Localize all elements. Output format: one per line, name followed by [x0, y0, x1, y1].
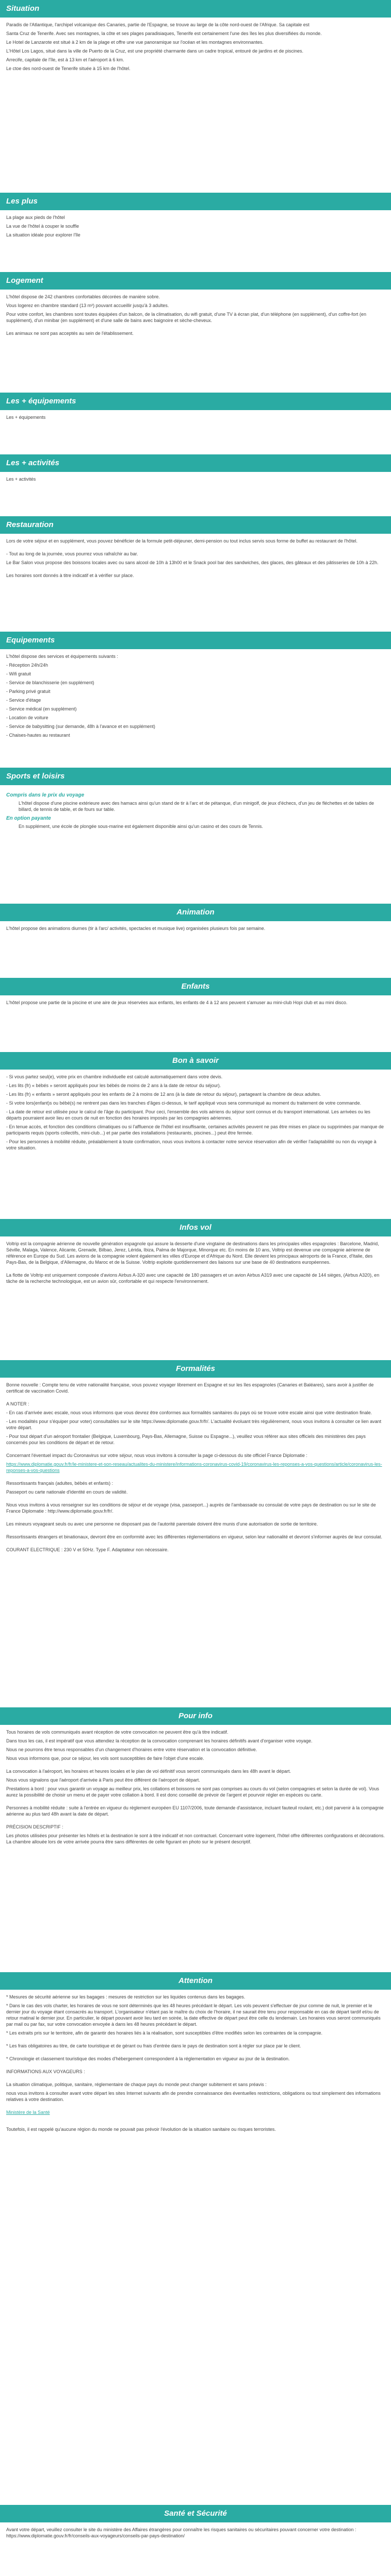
text-line: L'hôtel propose une partie de la piscine et une aire de jeux réservées aux enfants, les enfants de 4 à 12 ans peuvent s'amuser au mini-club Hopi club et au mini disco. [6, 1000, 348, 1005]
text-line: Avant votre départ, veuillez consulter le site du ministère des Affaires étrangères pour connaître les risques sanitaires ou sécuritaires pouvant concerner votre destination : https://www.diplomatie.gouv.fr/fr/conseils-aux-voyageurs/conseils-par-pays-destination/ [6, 2527, 356, 2538]
text-line: * Chronologie et classement touristique des modes d'hébergement correspondent à la réglementation en vigueur au jour de la destination. [6, 2056, 290, 2061]
text-line: - Service d'étage [6, 698, 41, 703]
text-line: - Service de blanchisserie (en supplément) [6, 680, 94, 685]
text-line: La situation idéale pour explorer l'île [6, 232, 80, 238]
text-line: - Réception 24h/24h [6, 663, 48, 668]
text-line: Vous logerez en chambre standard (13 m²) pouvant accueillir jusqu'à 3 adultes. [6, 303, 169, 308]
text-line: Dans tous les cas, il est impératif que vous attendiez la réception de la convocation comprenant les horaires définitifs avant d'organiser votre voyage. [6, 1738, 313, 1743]
text-line: - Pour tout départ d'un aéroport frontalier (Belgique, Luxembourg, Pays-Bas, Allemagne, Suisse ou Espagne...), veuillez vous référer aux sites officiels des ministères des pays concernés pour les conditions de départ et de retour. [6, 1434, 366, 1445]
text-link[interactable]: https://www.diplomatie.gouv.fr/fr/le-ministere-et-son-reseau/actualites-du-ministere/informations-coronavirus-covid-19/coronavirus-les-reponses-a-vos-questions/article/coronavirus-les-reponses-a-vos-questions [6, 1462, 382, 1473]
text-line: - Chaises-hautes au restaurant [6, 733, 70, 738]
text-line: - En cas d'arrivée avec escale, nous vous informons que vous devrez être conformes aux formalités sanitaires du pays où se trouve votre escale ainsi que votre destination finale. [6, 1410, 372, 1415]
text-line: - Service de babysitting (sur demande, 48h à l'avance et en supplément) [6, 724, 155, 729]
text-line: Nous vous informons que, pour ce séjour, les vols sont susceptibles de faire l'objet d'une escale. [6, 1756, 204, 1761]
section-body-sante [0, 2522, 391, 2576]
section-title-pourinfo: Pour info [0, 1707, 391, 1725]
section-title-enfants: Enfants [0, 978, 391, 995]
text-line: Les + équipements [6, 415, 46, 420]
text-line: Prestations à bord : pour vous garantir un voyage au meilleur prix, les collations et boissons ne sont pas comprises au cours du vol (selon compagnies et selon la durée de vol). Vous aurez la possibilité de choisir un menu et de payer votre collation à bord. Il est donc conseillé de prévoir de l'argent et pourvoir régler en espèces ou carte. [6, 1786, 379, 1798]
subheading-optional: En option payante [6, 816, 51, 821]
section-body-formalites [0, 1378, 391, 1707]
text-line: - Wifi gratuit [6, 671, 31, 676]
text-line: L'Hôtel Los Lagos, situé dans la ville de Puerto de la Cruz, est une propriété charmante dans un cadre tropical, entouré de jardins et de piscines. [6, 48, 304, 54]
section-body-bonasavoir [0, 1070, 391, 1219]
section-title-equip_plus: Les + équipements [0, 393, 391, 410]
section-title-sports: Sports et loisirs [0, 768, 391, 785]
text-line: nous vous invitons à consulter avant votre départ les sites Internet suivants afin de prendre connaissance des éventuelles restrictions, obligations ou tout simplement des informations relatives à votre destination. [6, 2091, 381, 2102]
section-title-situation: Situation [0, 0, 391, 18]
spacer [6, 1498, 385, 1502]
section-infosvol [0, 1219, 391, 1360]
text-line: Toutefois, il est rappelé qu'aucune région du monde ne pouvait pas prévoir l'évolution de la situation sanitaire ou risques terroristes. [6, 2127, 276, 2132]
spacer [6, 1476, 385, 1480]
section-title-animation: Animation [0, 904, 391, 921]
section-sante [0, 2505, 391, 2576]
section-pourinfo [0, 1707, 391, 1972]
text-line: La convocation à l'aéroport, les horaires et heures locales et le plan de vol définitif vous seront communiqués dans les 48h avant le départ. [6, 1769, 291, 1774]
text-line: Les horaires sont donnés à titre indicatif et à vérifier sur place. [6, 573, 134, 578]
section-sports [0, 768, 391, 904]
spacer [6, 1397, 385, 1401]
section-body-equip_plus [0, 410, 391, 454]
text-line: Les + activités [6, 477, 36, 482]
section-title-sante: Santé et Sécurité [0, 2505, 391, 2522]
section-body-plus [0, 210, 391, 272]
section-activ_plus [0, 454, 391, 516]
text-line: - La date de retour est utilisée pour le calcul de l'âge du participant. Pour ceci, l'ensemble des vols aériens du séjour sont connus et du transport international. Les arrivées ou les départs pourraient avoir lieu en cours de nuit en fonction des horaires imposés par les compagnies aériennes. [6, 1109, 370, 1121]
text-line: - Service médical (en supplément) [6, 706, 77, 711]
section-body-restauration [0, 534, 391, 632]
section-body-situation [0, 18, 391, 193]
spacer [6, 2105, 385, 2109]
text-line: Le Bar Salon vous propose des boissons locales avec ou sans alcool de 10h à 13h00 et le Snack pool bar des sandwiches, des glaces, des gâteaux et des pâtisseries de 10h à 22h. [6, 560, 379, 565]
spacer [6, 1268, 385, 1272]
text-line: L'hôtel dispose d'une piscine extérieure avec des hamacs ainsi qu'un stand de tir à l'arc et de pétanque, d'un minigolf, de jeux d'échecs, d'un jeu de fléchettes et de tables de billard, de tennis de table, et de fours sur table. [19, 801, 374, 812]
spacer [6, 326, 385, 330]
text-line: Lors de votre séjour et en supplément, vous pouvez bénéficier de la formule petit-déjeuner, demi-pension ou tout inclus servis sous forme de buffet au restaurant de l'hôtel. [6, 538, 357, 544]
text-line: La vue de l'hôtel à couper le souffle [6, 224, 79, 229]
text-line: Pour votre confort, les chambres sont toutes équipées d'un balcon, de la climatisation, du wifi gratuit, d'une TV à écran plat, d'un téléphone (en supplément), d'un coffre-fort (en supplément), d'un minibar (en supplément) et d'une salle de bains avec baignoire et sèche-cheveux. [6, 312, 366, 323]
text-line: Tous horaires de vols communiqués avant réception de votre convocation ne peuvent être qu'à titre indicatif. [6, 1730, 229, 1735]
section-title-activ_plus: Les + activités [0, 454, 391, 472]
section-body-equipements [0, 649, 391, 768]
section-enfants [0, 978, 391, 1052]
text-line: Santa Cruz de Tenerife. Avec ses montagnes, la côte et ses plages paradisiaques, Tenerife est certainement l'une des îles les plus diversifiées du monde. [6, 31, 322, 36]
text-line: Le ctoe des nord-ouest de Tenerife située à 15 km de l'hôtel. [6, 66, 131, 71]
text-line: * Les extraits pris sur le territoire, afin de garantir des horaires liés à la réalisation, sont susceptibles d'être modifiés selon les contraintes de la compagnie. [6, 2030, 323, 2036]
text-line: En supplément, une école de plongée sous-marine est également disponible ainsi qu'un casino et des cours de Tennis. [19, 824, 263, 829]
text-line: La situation climatique, politique, sanitaire, réglementaire de chaque pays du monde peut changer subitement et sans préavis : [6, 2082, 267, 2087]
spacer [6, 2118, 385, 2122]
section-body-activ_plus [0, 472, 391, 516]
spacer [6, 1517, 385, 1521]
text-link[interactable]: Ministère de la Santé [6, 2110, 50, 2115]
section-title-logement: Logement [0, 272, 391, 290]
spacer [6, 2077, 385, 2081]
spacer [6, 568, 385, 572]
section-plus [0, 193, 391, 272]
section-body-enfants [0, 995, 391, 1052]
section-body-animation [0, 921, 391, 978]
text-line: - Les lits (fr) « bébés » seront appliqués pour les bébés de moins de 2 ans à la date de retour du séjour). [6, 1083, 221, 1088]
spacer [6, 1448, 385, 1452]
text-line: * Les frais obligatoires au titre, de carte touristique et de gérant ou frais d'entrée dans le pays de destination sont à régler sur place par le client. [6, 2043, 301, 2048]
text-line: - Si vous partez seul(e), votre prix en chambre individuelle est calculé automatiquement dans votre devis. [6, 1074, 223, 1079]
section-title-bonasavoir: Bon à savoir [0, 1052, 391, 1070]
section-attention [0, 1972, 391, 2505]
section-title-infosvol: Infos vol [0, 1219, 391, 1236]
section-title-plus: Les plus [0, 193, 391, 210]
text-line: L'hôtel dispose des services et équipements suivants : [6, 654, 118, 659]
spacer [6, 1801, 385, 1805]
text-line: - Si votre lors(enfant)s ou bébé(s) ne rentrent pas dans les tranches d'âges ci-dessus, le tarif appliqué vous sera communiqué au moment du traitement de votre commande. [6, 1100, 362, 1106]
text-line: - Les lits (fr) « enfants » seront appliqués pour les enfants de 2 à moins de 12 ans (à la date de retour du séjour), partageant la chambre de deux adultes. [6, 1092, 321, 1097]
spacer [6, 2064, 385, 2069]
text-line: Nous ne pourrons être tenus responsables d'un changement d'horaires entre votre réservation et la convocation définitive. [6, 1747, 257, 1752]
section-equip_plus [0, 393, 391, 454]
section-title-restauration: Restauration [0, 516, 391, 534]
text-line: - Les modalités pour s'équiper pour voter) consultables sur le site https://www.diplomatie.gouv.fr/fr/. L'actualité évoluant très régulièrement, nous vous invitons à consulter ce lien avant votre départ. [6, 1419, 382, 1430]
text-line: La plage aux pieds de l'hôtel [6, 215, 65, 220]
text-line: * Mesures de sécurité aérienne sur les bagages : mesures de restriction sur les liquides contenus dans les bagages. [6, 1994, 246, 1999]
text-line: - Tout au long de la journée, vous pourrez vous rafraîchir au bar. [6, 551, 138, 556]
section-body-infosvol [0, 1236, 391, 1360]
text-line: Bonne nouvelle : Compte tenu de votre nationalité française, vous pouvez voyager librement en Espagne et sur les îles espagnoles (Canaries et Baléares), sans avoir à justifier de certificat de vaccination Covid. [6, 1382, 374, 1394]
section-title-attention: Attention [0, 1972, 391, 1990]
text-line: Les photos utilisées pour présenter les hôtels et la destination le sont à titre indicatif et non contractuel. Concernant votre logement, l'hôtel offre différentes configurations et décorations. La chambre allouée lors de votre arrivée pourra être sans différentes de celle figurant en photo sur le présent descriptif. [6, 1833, 385, 1844]
text-line: Les mineurs voyageant seuls ou avec une personne ne disposant pas de l'autorité parentale doivent être munis d'une autorisation de sortie de territoire. [6, 1521, 318, 1527]
text-line: - Parking privé gratuit [6, 689, 51, 694]
section-bonasavoir [0, 1052, 391, 1219]
spacer [6, 1530, 385, 1534]
section-situation [0, 0, 391, 193]
spacer [6, 2052, 385, 2056]
text-line: A NOTER : [6, 1401, 29, 1406]
spacer [6, 1820, 385, 1824]
spacer [6, 1764, 385, 1768]
text-line: Personnes à mobilité réduite : suite à l'entrée en vigueur du règlement européen EU 1107/2006, toute demande d'assistance, incluant fauteuil roulant, etc.) doit parvenir à la compagnie aérienne au plus tard 48h avant la date de départ. [6, 1805, 384, 1817]
section-body-attention [0, 1990, 391, 2505]
text-line: - Location de voiture [6, 715, 48, 720]
text-line: - En tenue accès, et fonction des conditions climatiques ou si l'affluence de l'hôtel est insuffisante, certaines activités peuvent ne pas être mises en place ou supprimées par manque de participants requis (sports collectifs, mini-club...) et par partie des installations (restaurants, piscines...) peut être fermée. [6, 1124, 384, 1136]
spacer [6, 1543, 385, 1547]
section-body-logement [0, 290, 391, 393]
section-body-pourinfo [0, 1725, 391, 1972]
text-line: Ressortissants français (adultes, bébés et enfants) : [6, 1481, 113, 1486]
text-line: L'hôtel propose des animations diurnes (tir à l'arc/ activités, spectacles et musique live) organisées plusieurs fois par semaine. [6, 926, 266, 931]
spacer [6, 2122, 385, 2126]
text-line: Les animaux ne sont pas acceptés au sein de l'établissement. [6, 331, 134, 336]
section-body-sports [0, 785, 391, 904]
text-line: Passeport ou carte nationale d'identité en cours de validité. [6, 1489, 128, 1495]
text-line: Nous vous invitons à vous renseigner sur les conditions de séjour et de voyage (visa, passeport...) auprès de l'ambassade ou consulat de votre pays de destination ou sur le site de France Diplomatie : http://www.diplomatie.gouv.fr/fr/. [6, 1502, 376, 1514]
section-equipements [0, 632, 391, 768]
text-line: Paradis de l'Atlantique, l'archipel volcanique des Canaries, partie de l'Espagne, se trouve au large de la côte nord-ouest de l'Afrique. Sa capitale est [6, 22, 309, 27]
text-line: INFORMATIONS AUX VOYAGEURS : [6, 2069, 85, 2074]
text-line: Voltrip est la compagnie aérienne de nouvelle génération espagnole qui assure la desserte d'une vingtaine de destinations dans les principales villes espagnoles : Barcelone, Madrid, Séville, Malaga, Valence, Alicante, Grenade, Bilbao, Jerez, Lérida, Ibiza, Palma de Majorque, Minorque etc. En moins de 10 ans, Voltrip est devenue une compagnie aérienne de référence en Europe du Sud. Les avions de la compagnie volent également les villes d'Europe et d'Afrique du Nord. Elle devient les principaux aéroports de la France, d'Italie, des Pays-Bas, de la Belgique, d'Allemagne, du Maroc et de la Suisse. Voltrip exploite quotidiennement des liaisons sur une base de 40 destinations européennes. [6, 1241, 379, 1265]
section-title-equipements: Equipements [0, 632, 391, 649]
text-line: COURANT ELECTRIQUE : 230 V et 50Hz. Type F. Adaptateur non nécessaire. [6, 1547, 169, 1552]
section-logement [0, 272, 391, 393]
text-line: L'hôtel dispose de 242 chambres confortables décorées de manière sobre. [6, 294, 160, 299]
section-restauration [0, 516, 391, 632]
spacer [6, 547, 385, 551]
text-line: - Pour les personnes à mobilité réduite, préalablement à toute confirmation, nous vous invitons à contacter notre service réservation afin de vérifier l'adaptabilité ou non du voyage à votre situation. [6, 1139, 377, 1150]
text-line: * Dans le cas des vols charter, les horaires de vous ne sont déterminés que les 48 heures précédant le départ. Les vols peuvent s'effectuer de jour comme de nuit, le premier et le dernier jour du voyage étant consacrés au transport. L'organisateur n'étant pas le maître du choix de l'horaire, il ne saurait être tenu pour responsable en cas de départ tardif et/ou de retour matinal le dernier jour. En particulier, le départ pouvant avoir lieu tard en soirée, la date effective de départ peut être celle du lendemain. Les horaires vous seront communiqués par mail ou par fax, sur votre convocation envoyée à dans les 48 heures précédant le départ. [6, 2003, 381, 2027]
text-line: Arrecife, capitale de l'île, est à 13 km et l'aéroport à 6 km. [6, 57, 124, 62]
section-title-formalites: Formalités [0, 1360, 391, 1378]
text-line: Le Hotel de Lanzarote est situé à 2 km de la plage et offre une vue panoramique sur l'océan et les montagnes environnantes. [6, 40, 264, 45]
section-formalites [0, 1360, 391, 1707]
text-line: La flotte de Voltrip est uniquement composée d'avions Airbus A-320 avec une capacité de 180 passagers et un avion Airbus A319 avec une capacité de 144 sièges, (Airbus A320), en tâche de la recherche technologique, est un avion sûr, confortable et qui respecte l'environnement. [6, 1273, 380, 1284]
subheading-included: Compris dans le prix du voyage [6, 792, 85, 798]
text-line: PRÉCISION DESCRIPTIF : [6, 1824, 63, 1829]
spacer [6, 2039, 385, 2043]
text-line: Concernant l'éventuel impact du Coronavirus sur votre séjour, nous vous invitons à consulter la page ci-dessous du site officiel France Diplomatie : [6, 1453, 307, 1458]
section-animation [0, 904, 391, 978]
text-line: Nous vous signalons que l'aéroport d'arrivée à Paris peut être différent de l'aéroport de départ. [6, 1777, 200, 1783]
text-line: Ressortissants étrangers et binationaux, devront être en conformité avec les différentes réglementations en vigueur, selon leur nationalité et devront s'informer auprès de leur consulat. [6, 1534, 382, 1539]
